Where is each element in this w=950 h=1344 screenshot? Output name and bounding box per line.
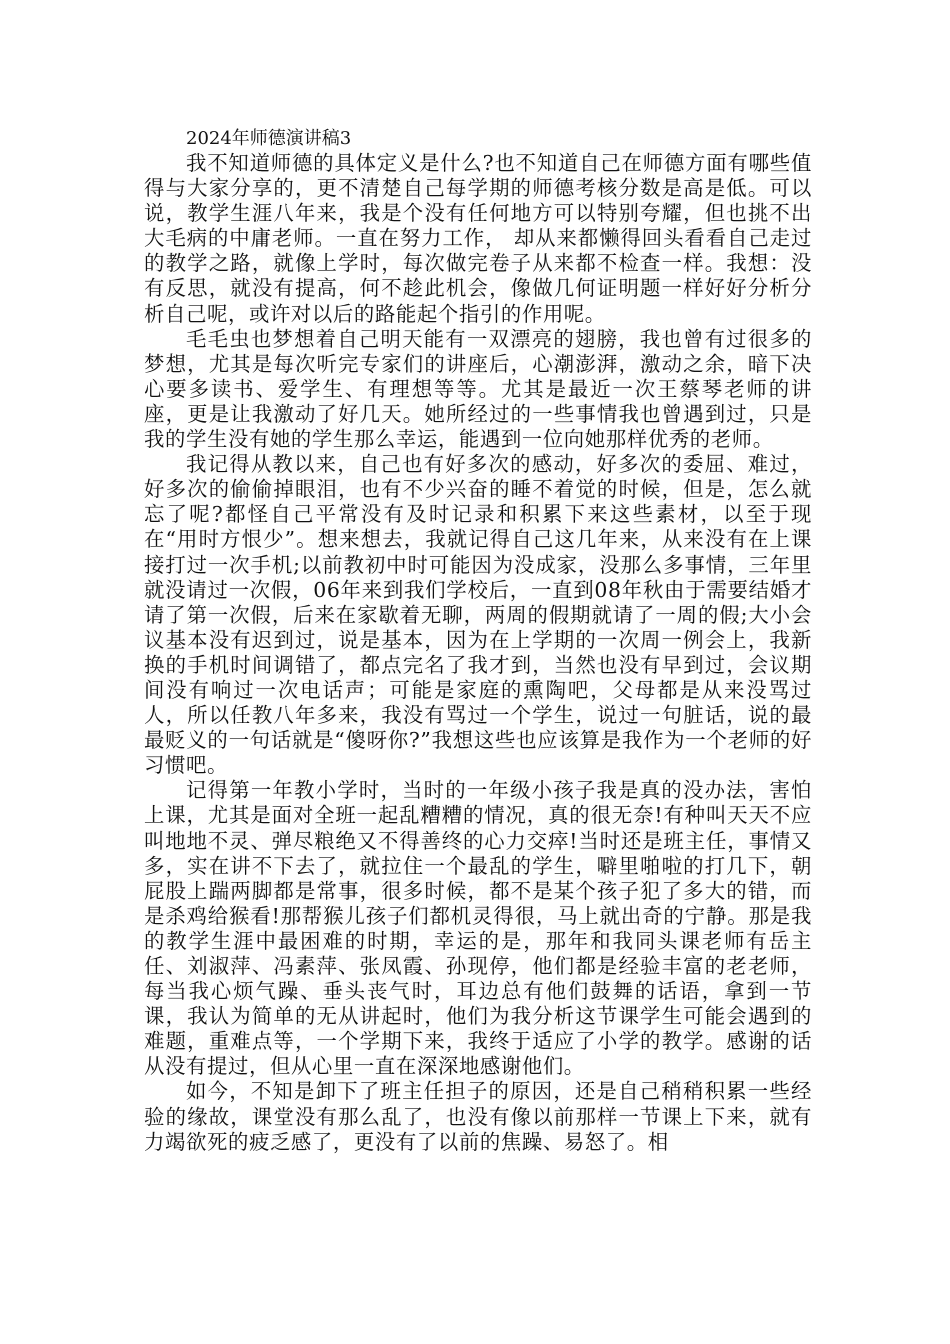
paragraph-5: 如今，不知是卸下了班主任担子的原因，还是自己稍稍积累一些经验的缘故，课堂没有那么乱了，也没有像以前那样一节课上下来，就有力竭欲死的疲乏感了，更没有了以前的焦躁、易怒了。相 bbox=[144, 1079, 812, 1154]
paragraph-4: 记得第一年教小学时，当时的一年级小孩子我是真的没办法，害怕上课，尤其是面对全班一起乱糟糟的情况，真的很无奈!有种叫天天不应叫地地不灵、弹尽粮绝又不得善终的心力交瘁!当时还是班主任，事情又多，实在讲不下去了，就拉住一个最乱的学生，噼里啪啦的打几下，朝屁股上踹两脚都是常事，很多时候，都不是某个孩子犯了多大的错，而是杀鸡给猴看!那帮猴儿孩子们都机灵得很，马上就出奇的宁静。那是我的教学生涯中最困难的时期，幸运的是，那年和我同头课老师有岳主任、刘淑萍、冯素萍、张凤霞、孙现停，他们都是经验丰富的老老师，每当我心烦气躁、垂头丧气时，耳边总有他们鼓舞的话语，拿到一节课，我认为简单的无从讲起时，他们为我分析这节课学生可能会遇到的难题，重难点等，一个学期下来，我终于适应了小学的教学。感谢的话从没有提过，但从心里一直在深深地感谢他们。 bbox=[144, 778, 812, 1079]
document-title: 2024年师德演讲稿3 bbox=[186, 128, 352, 149]
paragraph-3: 我记得从教以来，自己也有好多次的感动，好多次的委屈、难过，好多次的偷偷掉眼泪，也有不少兴奋的睡不着觉的时候，但是，怎么就忘了呢?都怪自己平常没有及时记录和积累下来这些素材，以至于现在“用时方恨少”。想来想去，我就记得自己这几年来，从来没有在上课接打过一次手机;以前教初中时可能因为没成家，没那么多事情，三年里就没请过一次假，06年来到我们学校后，一直到08年秋由于需要结婚才请了第一次假，后来在家歇着无聊，两周的假期就请了一周的假;大小会议基本没有迟到过，说是基本，因为在上学期的一次周一例会上，我新换的手机时间调错了，都点完名了我才到，当然也没有早到过，会议期间没有响过一次电话声；可能是家庭的熏陶吧，父母都是从来没骂过人，所以任教八年多来，我没有骂过一个学生，说过一句脏话，说的最最贬义的一句话就是“傻呀你?”我想这些也应该算是我作为一个老师的好习惯吧。 bbox=[144, 452, 812, 778]
paragraph-2: 毛毛虫也梦想着自己明天能有一双漂亮的翅膀，我也曾有过很多的梦想，尤其是每次听完专家们的讲座后，心潮澎湃，激动之余，暗下决心要多读书、爱学生、有理想等等。尤其是最近一次王蔡琴老师的讲座，更是让我激动了好几天。她所经过的一些事情我也曾遇到过，只是我的学生没有她的学生那么幸运，能遇到一位向她那样优秀的老师。 bbox=[144, 326, 812, 452]
paragraph-1: 我不知道师德的具体定义是什么?也不知道自己在师德方面有哪些值得与大家分享的，更不清楚自己每学期的师德考核分数是高是低。可以说，教学生涯八年来，我是个没有任何地方可以特别夸耀，但也挑不出大毛病的中庸老师。一直在努力工作， 却从来都懒得回头看看自己走过的教学之路，就像上学时，每次做完卷子从来都不检查一样。我想：没有反思，就没有提高，何不趁此机会，像做几何证明题一样好好分析分析自己呢，或许对以后的路能起个指引的作用呢。 bbox=[144, 151, 812, 326]
document-page bbox=[144, 126, 812, 1155]
